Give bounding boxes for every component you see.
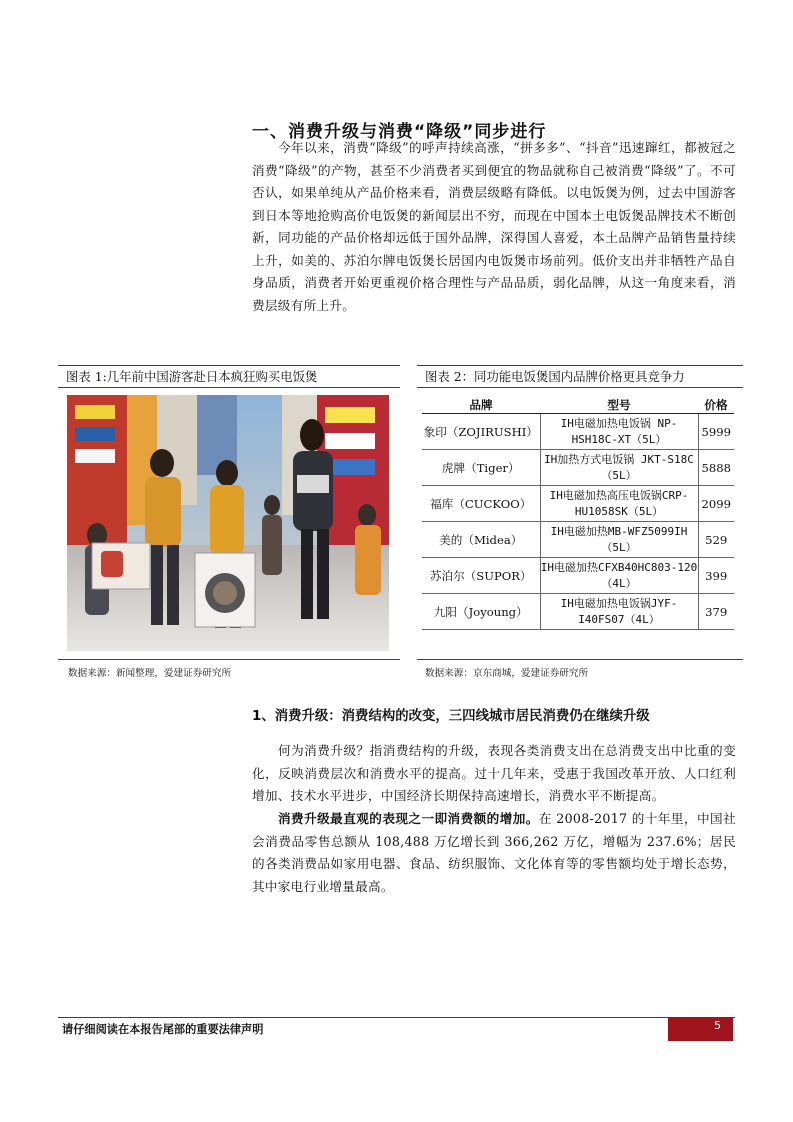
footer-rule	[58, 1017, 735, 1018]
paragraph-body: 在 2008-2017 的十年里，中国社会消费品零售总额从 108,488 万亿增长到 366,262 万亿，增幅为 237.6%；居民的各类消费品如家用电器、食品、纺织服饰、文化体育等的零售额均处于增长态势，其中家电行业增量最高。	[252, 811, 736, 894]
table-row	[422, 486, 734, 522]
paragraph-consumption-upgrade: 何为消费升级？指消费结构的升级，表现各类消费支出在总消费支出中比重的变化，反映消费层次和消费水平的提高。过十几年来，受惠于我国改革开放、人口红利增加、技术水平进步，中国经济长期保持高速增长，消费水平不断提高。	[252, 743, 736, 803]
model-cell: IH电磁加热电饭锅 NP-HSH18C-XT（5L）	[540, 414, 698, 450]
price-table	[422, 397, 734, 630]
page-number: 5	[714, 1019, 721, 1032]
tourists-photo	[67, 395, 389, 651]
figure-1-source: 数据来源：新闻整理，爱建证券研究所	[68, 668, 232, 679]
brand-cell: 九阳（Joyoung）	[422, 594, 540, 630]
model-cell: IH电磁加热高压电饭锅CRP-HU1058SK（5L）	[540, 486, 698, 522]
figure-1-bottom-rule	[58, 659, 400, 660]
price-cell: 5999	[698, 414, 734, 450]
header-brand: 品牌	[422, 397, 540, 414]
price-cell: 379	[698, 594, 734, 630]
page-number-box	[668, 1017, 733, 1041]
intro-paragraph: 今年以来，消费“降级”的呼声持续高涨，“拼多多”、“抖音”迅速蹿红，都被冠之消费“降级”的产物，甚至不少消费者买到便宜的物品就称自己被消费“降级”了。不可否认，如果单纯从产品价格来看，消费层级略有降低。以电饭煲为例，过去中国游客到日本等地抢购高价电饭煲的新闻层出不穷，而现在中国本土电饭煲品牌技术不断创新，同功能的产品价格却远低于国外品牌，深得国人喜爱，本土品牌产品销售量持续上升，如美的、苏泊尔牌电饭煲长居国内电饭煲市场前列。低价支出并非牺牲产品自身品质，消费者开始更重视价格合理性与产品品质，弱化品牌，从这一角度来看，消费层级有所上升。	[252, 140, 736, 313]
figure-2-caption: 图表 2：同功能电饭煲国内品牌价格更具竞争力	[417, 365, 743, 388]
figure-1-caption: 图表 1:几年前中国游客赴日本疯狂购买电饭煲	[58, 365, 400, 388]
figure-1	[58, 365, 400, 388]
price-cell: 5888	[698, 450, 734, 486]
figure-2	[417, 365, 743, 388]
table-row	[422, 414, 734, 450]
header-price: 价格	[698, 397, 734, 414]
model-cell: IH电磁加热电饭锅JYF-I40FS07（4L）	[540, 594, 698, 630]
subsection-title: 1、消费升级：消费结构的改变，三四线城市居民消费仍在继续升级	[252, 709, 650, 724]
model-cell: IH加热方式电饭锅 JKT-S18C（5L）	[540, 450, 698, 486]
brand-cell: 福库（CUCKOO）	[422, 486, 540, 522]
brand-cell: 虎牌（Tiger）	[422, 450, 540, 486]
paragraph-retail-sales	[252, 808, 736, 898]
brand-cell: 象印（ZOJIRUSHI）	[422, 414, 540, 450]
table-row	[422, 558, 734, 594]
price-cell: 399	[698, 558, 734, 594]
paragraph-lead-bold: 消费升级最直观的表现之一即消费额的增加。	[278, 811, 539, 826]
footer-disclaimer: 请仔细阅读在本报告尾部的重要法律声明	[62, 1023, 264, 1036]
table-header-row	[422, 397, 734, 414]
brand-cell: 苏泊尔（SUPOR）	[422, 558, 540, 594]
section-title: 一、消费升级与消费“降级”同步进行	[252, 122, 547, 142]
model-cell: IH电磁加热MB-WFZ5099IH （5L）	[540, 522, 698, 558]
price-cell: 2099	[698, 486, 734, 522]
figure-2-source: 数据来源：京东商城，爱建证券研究所	[425, 668, 589, 679]
table-row	[422, 450, 734, 486]
table-row	[422, 522, 734, 558]
header-model: 型号	[540, 397, 698, 414]
price-cell: 529	[698, 522, 734, 558]
figure-2-bottom-rule	[417, 659, 743, 660]
table-row	[422, 594, 734, 630]
brand-cell: 美的（Midea）	[422, 522, 540, 558]
model-cell: IH电磁加热CFXB40HC803-120（4L）	[540, 558, 698, 594]
